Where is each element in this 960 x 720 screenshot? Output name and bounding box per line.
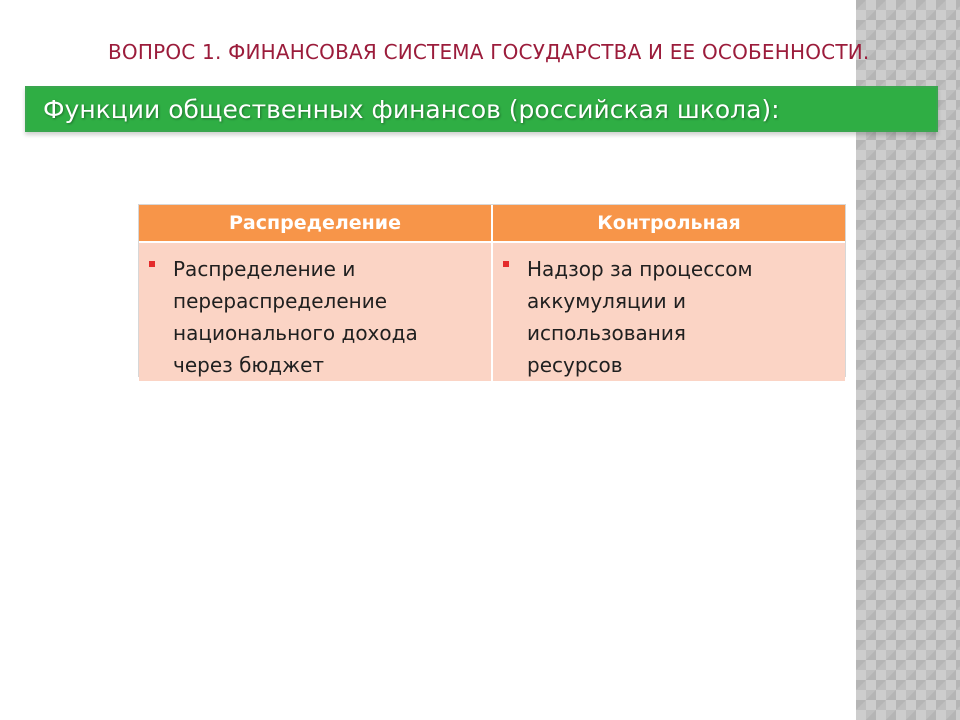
slide-title: ВОПРОС 1. ФИНАНСОВАЯ СИСТЕМА ГОСУДАРСТВА И ЕЕ ОСОБЕННОСТИ. <box>108 40 870 64</box>
functions-table-grid <box>139 205 845 381</box>
functions-table <box>138 204 846 377</box>
green-banner <box>25 86 938 132</box>
cell-text-distribution: Распределение и перераспределение национального дохода через бюджет <box>173 257 418 377</box>
table-header-control: Контрольная <box>492 205 845 242</box>
cell-text-control: Надзор за процессом аккумуляции и использования ресурсов <box>527 257 753 377</box>
square-bullet-icon <box>503 261 509 267</box>
table-cell-control <box>492 242 845 381</box>
cell-item-distribution <box>149 253 481 381</box>
table-header-row <box>139 205 845 242</box>
table-row <box>139 242 845 381</box>
square-bullet-icon <box>149 261 155 267</box>
banner-text: Функции общественных финансов (российская школа): <box>43 95 780 124</box>
table-header-distribution: Распределение <box>139 205 492 242</box>
cell-item-control <box>503 253 835 381</box>
table-cell-distribution <box>139 242 492 381</box>
